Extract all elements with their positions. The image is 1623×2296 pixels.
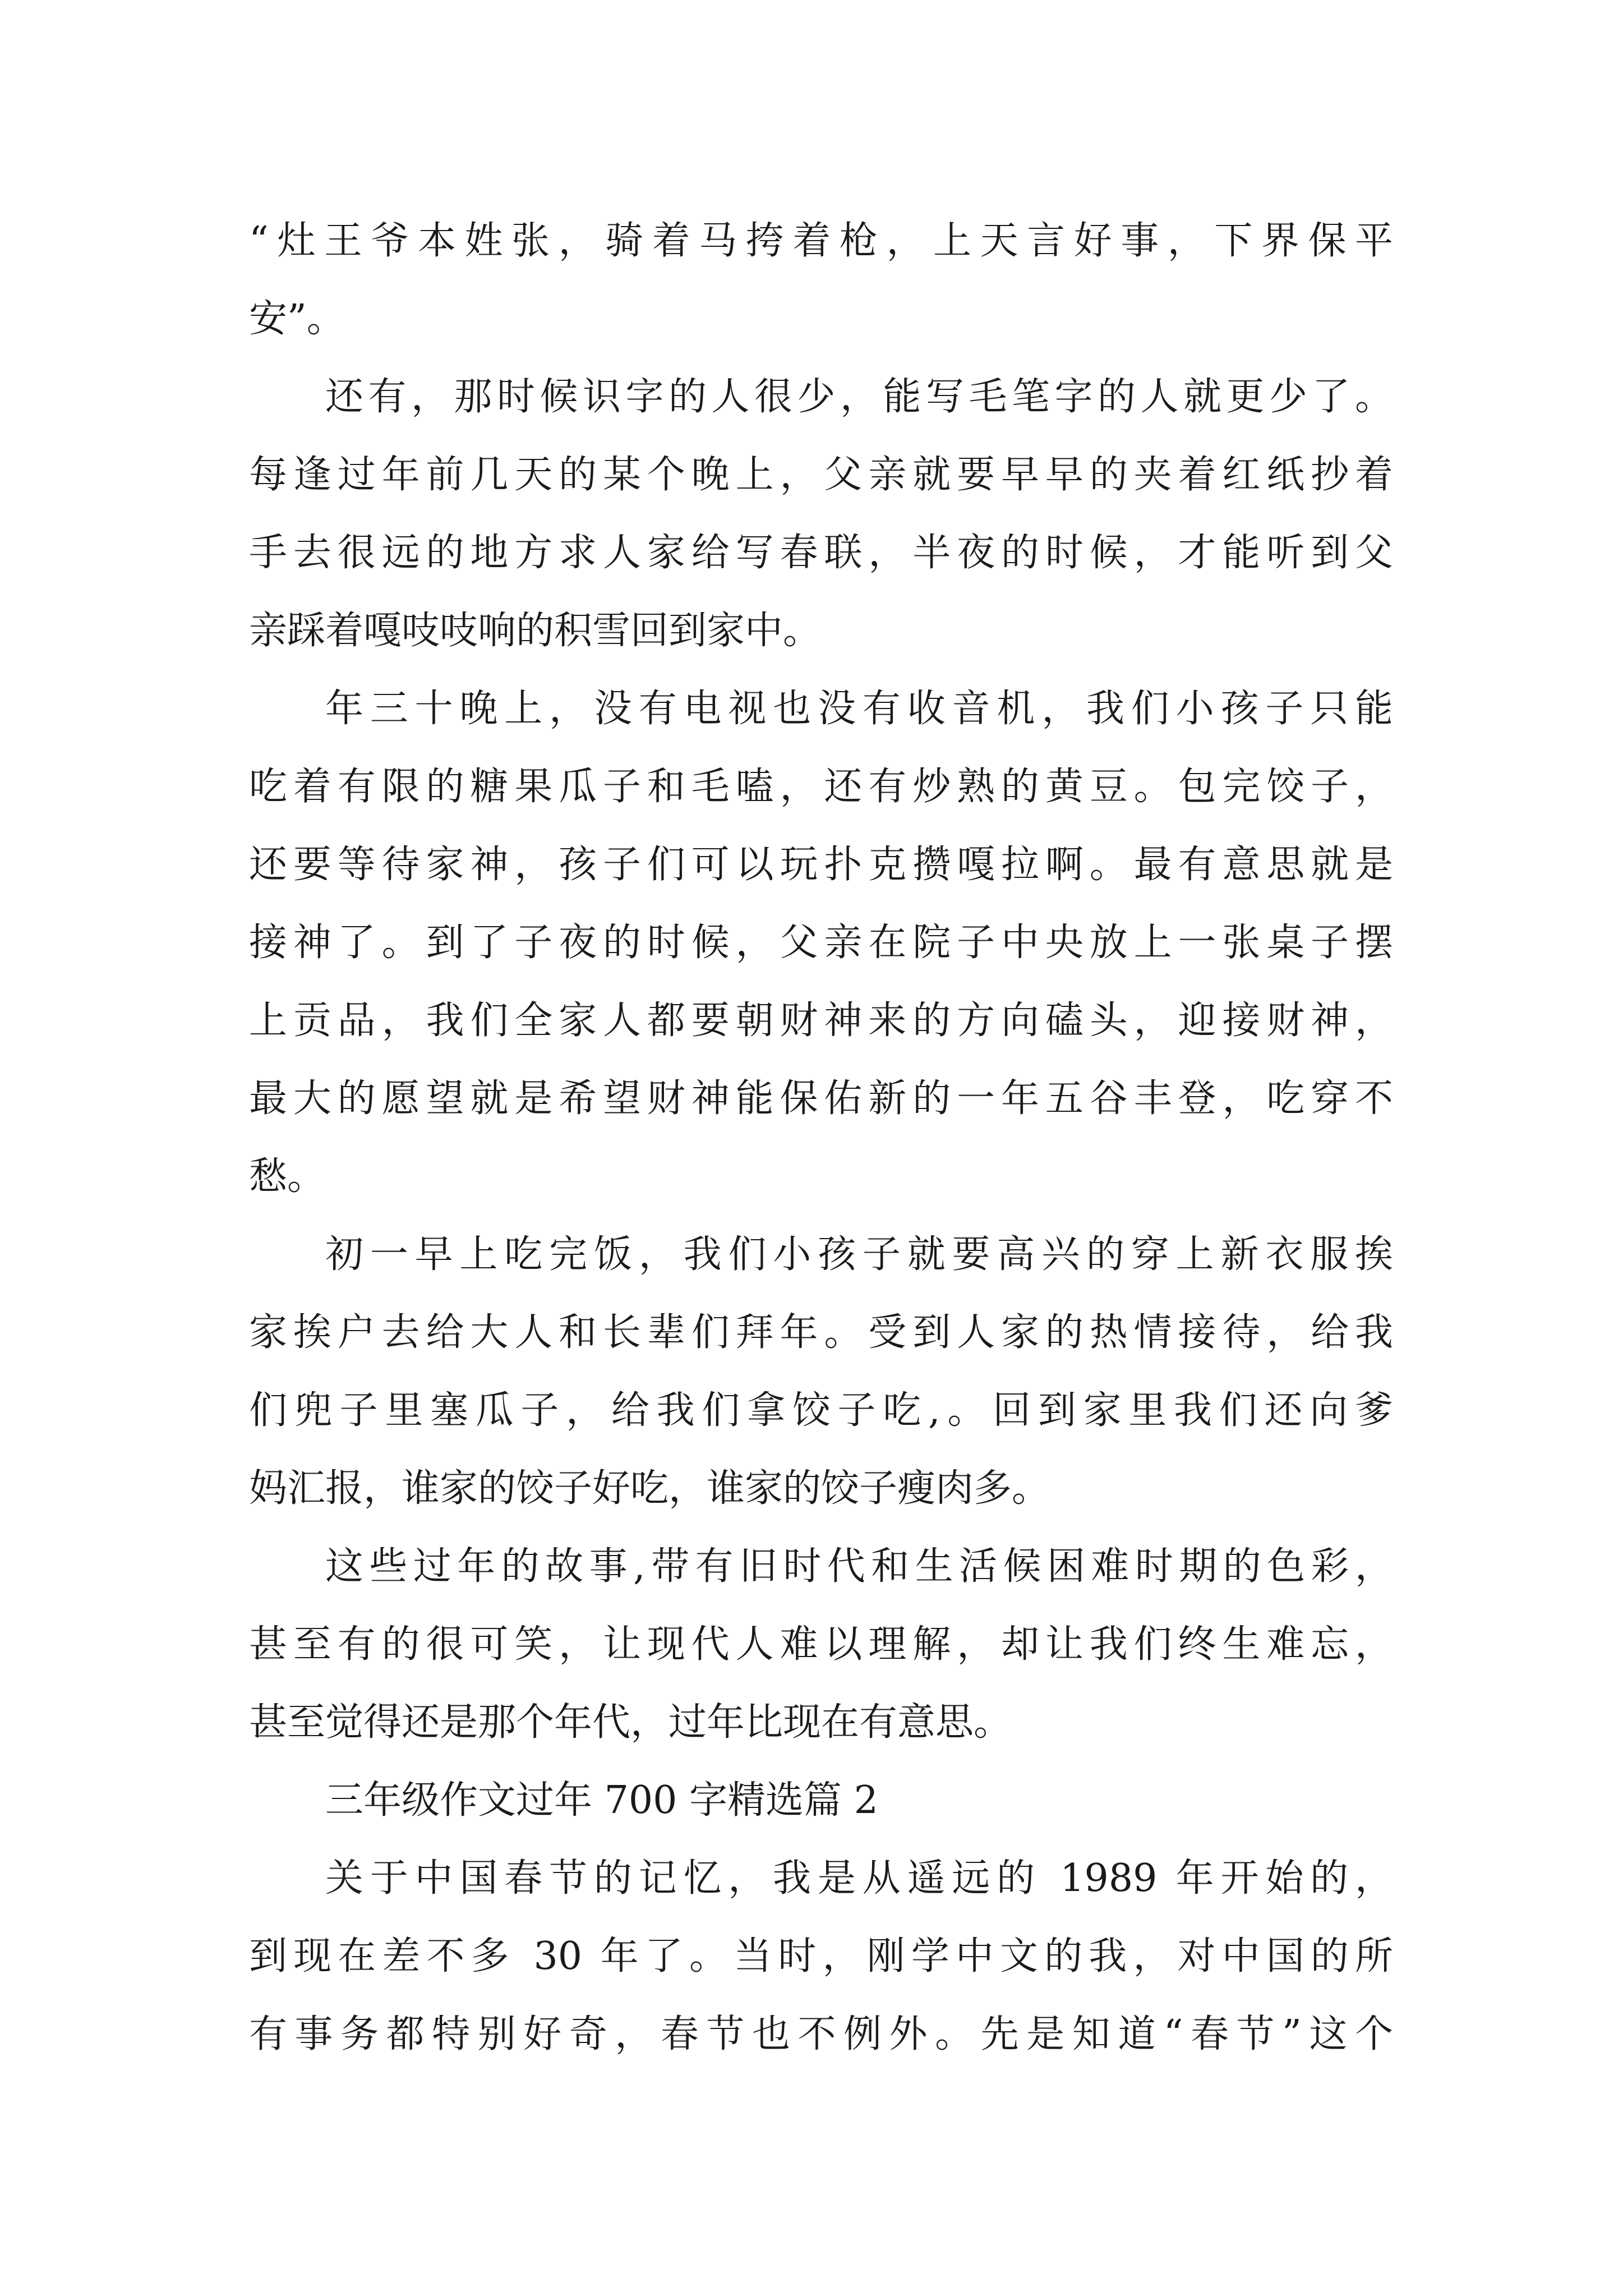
text-line: 吃着有限的糖果瓜子和毛嗑，还有炒熟的黄豆。包完饺子， [249,765,1393,809]
text-line: 愁。 [249,1154,326,1199]
paragraph-start-line: 关于中国春节的记忆，我是从遥远的 1989 年开始的， [325,1856,1393,1901]
text-line: 手去很远的地方求人家给写春联，半夜的时候，才能听到父 [249,531,1393,575]
text-line: 甚至有的很可笑，让现代人难以理解，却让我们终生难忘， [249,1622,1393,1667]
text-line: 安”。 [249,297,345,341]
text-line: “灶王爷本姓张，骑着马挎着枪，上天言好事，下界保平 [249,219,1393,263]
body-text [249,202,1393,2073]
paragraph-start-line: 年三十晚上，没有电视也没有收音机，我们小孩子只能 [325,687,1393,731]
text-line: 最大的愿望就是希望财神能保佑新的一年五谷丰登，吃穿不 [249,1076,1393,1121]
text-line: 到现在差不多 30 年了。当时，刚学中文的我，对中国的所 [249,1934,1393,1978]
text-line: 接神了。到了子夜的时候，父亲在院子中央放上一张桌子摆 [249,921,1393,965]
section-heading: 三年级作文过年 700 字精选篇 2 [325,1778,878,1823]
text-line: 们兜子里塞瓜子，给我们拿饺子吃,。回到家里我们还向爹 [249,1388,1393,1433]
paragraph-start-line: 还有，那时候识字的人很少，能写毛笔字的人就更少了。 [325,375,1393,419]
text-line: 有事务都特别好奇，春节也不例外。先是知道“春节”这个 [249,2012,1393,2056]
text-line: 每逢过年前几天的某个晚上，父亲就要早早的夹着红纸抄着 [249,453,1393,497]
text-line: 妈汇报，谁家的饺子好吃，谁家的饺子瘦肉多。 [249,1466,1050,1511]
text-line: 家挨户去给大人和长辈们拜年。受到人家的热情接待，给我 [249,1310,1393,1355]
text-line: 还要等待家神，孩子们可以玩扑克攒嘎拉啊。最有意思就是 [249,843,1393,887]
text-line: 甚至觉得还是那个年代，过年比现在有意思。 [249,1700,1012,1745]
paragraph-start-line: 这些过年的故事,带有旧时代和生活候困难时期的色彩， [325,1544,1393,1589]
text-line: 亲踩着嘎吱吱响的积雪回到家中。 [249,609,822,653]
text-line: 上贡品，我们全家人都要朝财神来的方向磕头，迎接财神， [249,999,1393,1043]
paragraph-start-line: 初一早上吃完饭，我们小孩子就要高兴的穿上新衣服挨 [325,1232,1393,1277]
